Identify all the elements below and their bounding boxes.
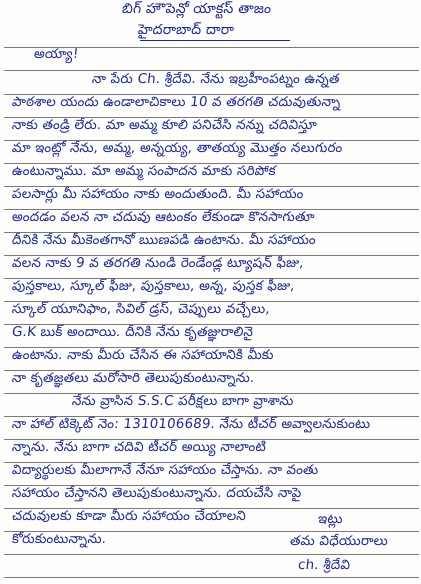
body-line: నా కృతజ్ఞతలు మరోసారి తెలుపుకుంటున్నాను. bbox=[11, 371, 256, 386]
body-line: అందడం వలన నా చదువు ఆటంకం లేకుండా కొనసాగుతూ bbox=[11, 210, 316, 225]
ruled-line bbox=[4, 554, 419, 555]
signature: ch. శ్రీదేవి bbox=[297, 558, 351, 573]
body-line: కోరుకుంటున్నాను. bbox=[11, 532, 108, 547]
body-line: వలన నాకు 9 వ తరగతి నుండి రెండేండ్ల ట్యూషన్ ఫీజు, bbox=[11, 256, 305, 271]
body-line: దీనికి నేను మీకెంతగానో ఋణపడి ఉంటాను. మీ సహాయం bbox=[11, 233, 317, 248]
body-line: నేను వ్రాసిన S.S.C పరీక్షలు బాగా వ్రాశాను bbox=[71, 394, 295, 409]
body-line: చదువులకు కూడా మీరు సహాయం చేయాలని bbox=[11, 509, 247, 524]
body-line: మా ఇంట్లో నేను, అమ్మ, అన్నయ్య, తాతయ్య మొత్తం నలుగురం bbox=[11, 141, 344, 156]
body-line: న్నాను. నేను బాగా చదివి టీచర్ అయ్యి నాలాంటి bbox=[11, 440, 267, 455]
body-line: నా హాల్ టిక్కెట్ నెం: 1310106689. నేను టీచర్ అవ్వాలనుకుంటు bbox=[11, 417, 372, 432]
recipient-line: హైదరాబాద్ దారా bbox=[137, 22, 235, 38]
salutation: అయ్యా! bbox=[33, 47, 80, 62]
closing-title: తమ విధేయురాలు bbox=[289, 534, 389, 549]
body-line: పాఠశాల యందు ఉండాలాచికాలు 10 వ తరగతి చదువుతున్నా bbox=[11, 95, 342, 110]
ruled-line bbox=[4, 70, 419, 71]
body-line: పుస్తకాలు, స్కూల్ ఫీజు, పుస్తకాలు, అన్న, పుస్తక ఫీజు, bbox=[11, 279, 296, 294]
closing: ఇట్లు bbox=[317, 512, 344, 527]
recipient-line: బిగ్ హౌపెన్లో యాక్టస్ తాజం bbox=[121, 1, 273, 17]
body-line: ఉంటాను. నాకు మీరు చేసిన ఈ సహాయానికి మీకు bbox=[11, 348, 275, 363]
body-line: స్కూల్ యూనిఫాం, సివిల్ డ్రస్, చెప్పులు వచ్చేలు, bbox=[11, 302, 271, 317]
body-line: ఉంటున్నాము. మా అమ్మ సంపాదన మాకు సరిపోక bbox=[11, 164, 277, 179]
body-line: విద్యార్థులకు మీలాగానే నేనూ సహాయం చేస్తాను. నా వంతు bbox=[11, 463, 320, 478]
ruled-line bbox=[4, 577, 419, 578]
body-line: G.K బుక్ అందాయి. దీనికి నేను కృతజ్ఞురాలినై bbox=[11, 325, 254, 340]
body-line: నాకు తండ్రి లేరు. మా అమ్మ కూలి పనిచేసి నన్ను చదివిస్తూ bbox=[11, 118, 318, 133]
header-underline bbox=[140, 40, 290, 41]
body-line: నా పేరు Ch. శ్రీదేవి. నేను ఇబ్రహీంపట్నం ఉన్నత bbox=[91, 72, 341, 87]
body-line: సహాయం చేస్తానని తెలుపుకుంటున్నాను. దయచేసి నాపై bbox=[11, 486, 303, 501]
body-line: పలసార్లు మీ సహాయం నాకు అందుతుంది. మీ సహాయం bbox=[11, 187, 305, 202]
